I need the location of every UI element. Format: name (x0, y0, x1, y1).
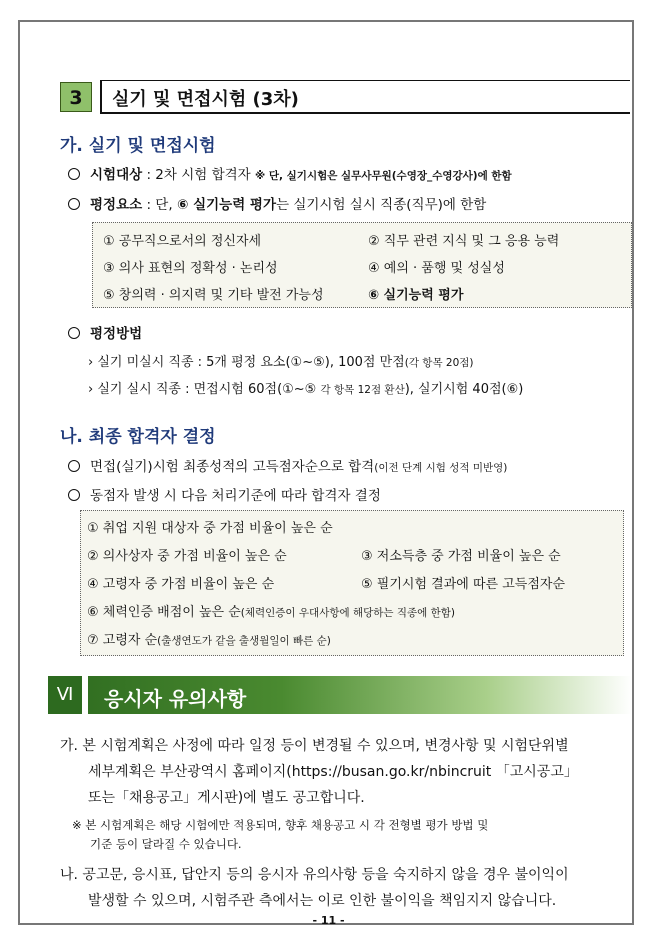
notice-paragraph-2: 나. 공고문, 응시표, 답안지 등의 응시자 유의사항 등을 숙지하지 않을 경우 불이익이 (60, 867, 569, 883)
exam-target-line (68, 163, 512, 183)
method-item (88, 378, 523, 397)
notice-note: ※ 본 시험계획은 해당 시험에만 적용되며, 향후 채용공고 시 각 전형별 평가 방법 및 (72, 818, 489, 832)
header-divider (100, 80, 102, 114)
notice-note: 기준 등이 달라질 수 있습니다. (90, 837, 242, 851)
notice-paragraph-1: 가. 본 시험계획은 사정에 따라 일정 등이 변경될 수 있으며, 변경사항 및 시험단위별 (60, 738, 569, 754)
factor-item: ⑤ 창의력 · 의지력 및 기타 발전 가능성 (103, 288, 324, 303)
factor-item: ⑥ 실기능력 평가 (368, 288, 464, 303)
tie-item: ④ 고령자 중 가점 비율이 높은 순 (87, 577, 275, 592)
tie-item: ⑤ 필기시험 결과에 따른 고득점자순 (361, 577, 565, 592)
pass-rule-line (68, 455, 507, 475)
tie-rule-text: 동점자 발생 시 다음 처리기준에 따라 합격자 결정 (90, 488, 381, 504)
circle-bullet-icon (68, 168, 80, 180)
method-text: ), 실기시험 40점(⑥) (404, 382, 524, 397)
factor-item: ② 직무 관련 지식 및 그 응용 능력 (368, 234, 560, 249)
factors-text-2: 는 실기시험 실시 직종(직무)에 한함 (276, 197, 487, 213)
factor-item: ③ 의사 표현의 정확성 · 논리성 (103, 261, 278, 276)
tie-item: ⑦ 고령자 순(출생연도가 같을 출생월일이 빠른 순) (87, 633, 331, 648)
method-small: (각 항목 20점) (404, 357, 474, 369)
roman-numeral: Ⅵ (48, 676, 82, 714)
section-header (60, 80, 630, 114)
exam-target-text: : 2차 시험 합격자 (142, 167, 256, 183)
factors-text-1: : 단, (142, 197, 177, 213)
header-rule-bottom (100, 112, 630, 114)
tie-item: ② 의사상자 중 가점 비율이 높은 순 (87, 549, 287, 564)
exam-target-note: ※ 단, 실기시험은 실무사무원(수영장_수영강사)에 한함 (255, 170, 512, 182)
page-number: - 11 - (312, 914, 345, 927)
factors-emphasis: ⑥ 실기능력 평가 (176, 197, 277, 213)
circle-bullet-icon (68, 489, 80, 501)
notice-paragraph-2: 발생할 수 있으며, 시험주관 측에서는 이로 인한 불이익을 책임지지 않습니다. (88, 893, 557, 909)
tie-item: ③ 저소득층 중 가점 비율이 높은 순 (361, 549, 561, 564)
subsection-a-title: 가. 실기 및 면접시험 (60, 136, 216, 156)
exam-target-label: 시험대상 (90, 167, 143, 183)
arrow-icon: › (88, 382, 94, 397)
method-small: 각 항목 12점 환산 (320, 384, 405, 396)
notice-paragraph-1: 또는「채용공고」게시판)에 별도 공고합니다. (88, 790, 365, 806)
section-title: 실기 및 면접시험 (3차) (112, 89, 299, 110)
factor-item: ④ 예의 · 품행 및 성실성 (368, 261, 505, 276)
factor-item: ① 공무직으로서의 정신자세 (103, 234, 262, 249)
tie-item: ⑥ 체력인증 배점이 높은 순(체력인증이 우대사항에 해당하는 직종에 한함) (87, 605, 456, 620)
pass-rule-text: 면접(실기)시험 최종성적의 고득점자순으로 합격 (90, 459, 375, 475)
section-banner (48, 676, 632, 714)
header-rule-top (100, 80, 630, 81)
arrow-icon: › (88, 355, 94, 370)
method-line (68, 322, 142, 342)
circle-bullet-icon (68, 460, 80, 472)
factors-label: 평정요소 (90, 197, 143, 213)
tie-item: ① 취업 지원 대상자 중 가점 비율이 높은 순 (87, 521, 333, 536)
subsection-b-title: 나. 최종 합격자 결정 (60, 427, 216, 447)
banner-title: 응시자 유의사항 (104, 687, 247, 711)
circle-bullet-icon (68, 327, 80, 339)
method-item (88, 351, 474, 370)
method-text: 실기 실시 직종 : 면접시험 60점(①~⑤ (97, 382, 321, 397)
circle-bullet-icon (68, 198, 80, 210)
evaluation-factors-line (68, 193, 486, 213)
tie-criteria-box (80, 510, 624, 656)
method-label: 평정방법 (90, 326, 143, 342)
notice-paragraph-1: 세부계획은 부산광역시 홈페이지(https://busan.go.kr/nbincruit 「고시공고」 (88, 764, 578, 780)
section-number: 3 (60, 82, 92, 112)
pass-rule-small: (이전 단계 시험 성적 미반영) (374, 462, 508, 474)
tie-rule-line (68, 484, 381, 504)
factors-box (92, 222, 632, 308)
method-text: 실기 미실시 직종 : 5개 평정 요소(①~⑤), 100점 만점 (97, 355, 405, 370)
